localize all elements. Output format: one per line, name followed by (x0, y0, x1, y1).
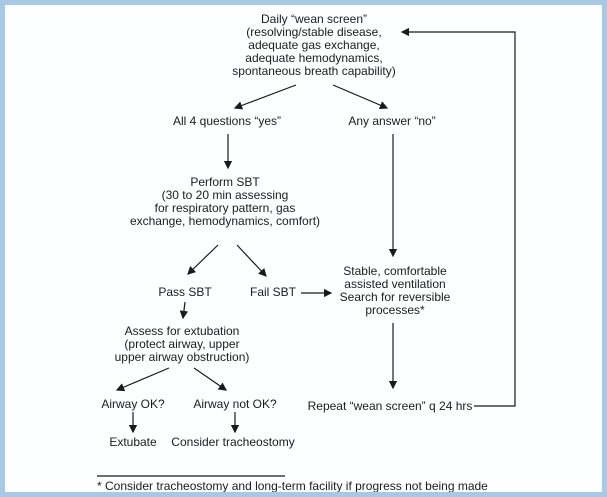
node-perform-sbt (130, 176, 320, 228)
node-extubate: Extubate (109, 435, 157, 449)
arrow-assess-to-airway-ok (117, 368, 169, 390)
footnote-text: * Consider tracheostomy and long-term facility if progress not being made (97, 479, 488, 493)
node-assess-extubation-line: Assess for extubation (124, 324, 240, 338)
node-consider-tracheostomy: Consider tracheostomy (171, 435, 295, 449)
node-assess-extubation-line: (protect airway, upper (124, 337, 240, 351)
node-pass-sbt: Pass SBT (158, 285, 212, 299)
node-daily-wean-screen-line: adequate hemodynamics, (245, 51, 383, 65)
arrow-daily-to-no (333, 85, 387, 108)
node-stable-ventilation-line: processes* (365, 303, 425, 317)
node-fail-sbt: Fail SBT (249, 285, 297, 299)
node-all-four-yes: All 4 questions “yes” (172, 114, 282, 128)
node-stable-ventilation (340, 265, 451, 317)
node-daily-wean-screen-line: (resolving/stable disease, (246, 25, 382, 39)
arrow-daily-to-yes (235, 85, 296, 108)
node-perform-sbt-line: exchange, hemodynamics, comfort) (129, 214, 321, 228)
arrow-sbt-to-fail (237, 245, 266, 276)
node-repeat-wean-screen: Repeat “wean screen” q 24 hrs (307, 399, 473, 413)
node-assess-extubation-line: upper airway obstruction) (114, 350, 250, 364)
node-airway-ok: Airway OK? (101, 397, 165, 411)
node-perform-sbt-line: (30 to 20 min assessing (161, 188, 289, 202)
node-daily-wean-screen-line: adequate gas exchange, (248, 38, 380, 52)
node-daily-wean-screen (232, 13, 395, 78)
arrow-repeat-loop-to-daily (402, 32, 515, 406)
flowchart-arrows (5, 5, 602, 492)
node-daily-wean-screen-line: spontaneous breath capability) (232, 64, 396, 78)
node-stable-ventilation-line: Search for reversible (339, 290, 451, 304)
node-any-answer-no: Any answer “no” (348, 114, 436, 128)
node-daily-wean-screen-line: Daily “wean screen” (260, 12, 368, 26)
node-assess-extubation (115, 325, 250, 364)
node-airway-not-ok: Airway not OK? (193, 397, 277, 411)
node-perform-sbt-line: for respiratory pattern, gas (154, 201, 296, 215)
arrow-sbt-to-pass (188, 245, 218, 274)
node-stable-ventilation-line: Stable, comfortable (343, 264, 447, 278)
node-stable-ventilation-line: assisted ventilation (344, 277, 446, 291)
node-perform-sbt-line: Perform SBT (190, 175, 260, 189)
arrow-assess-to-airway-not-ok (194, 368, 226, 390)
arrow-pass-to-assess (183, 302, 185, 318)
